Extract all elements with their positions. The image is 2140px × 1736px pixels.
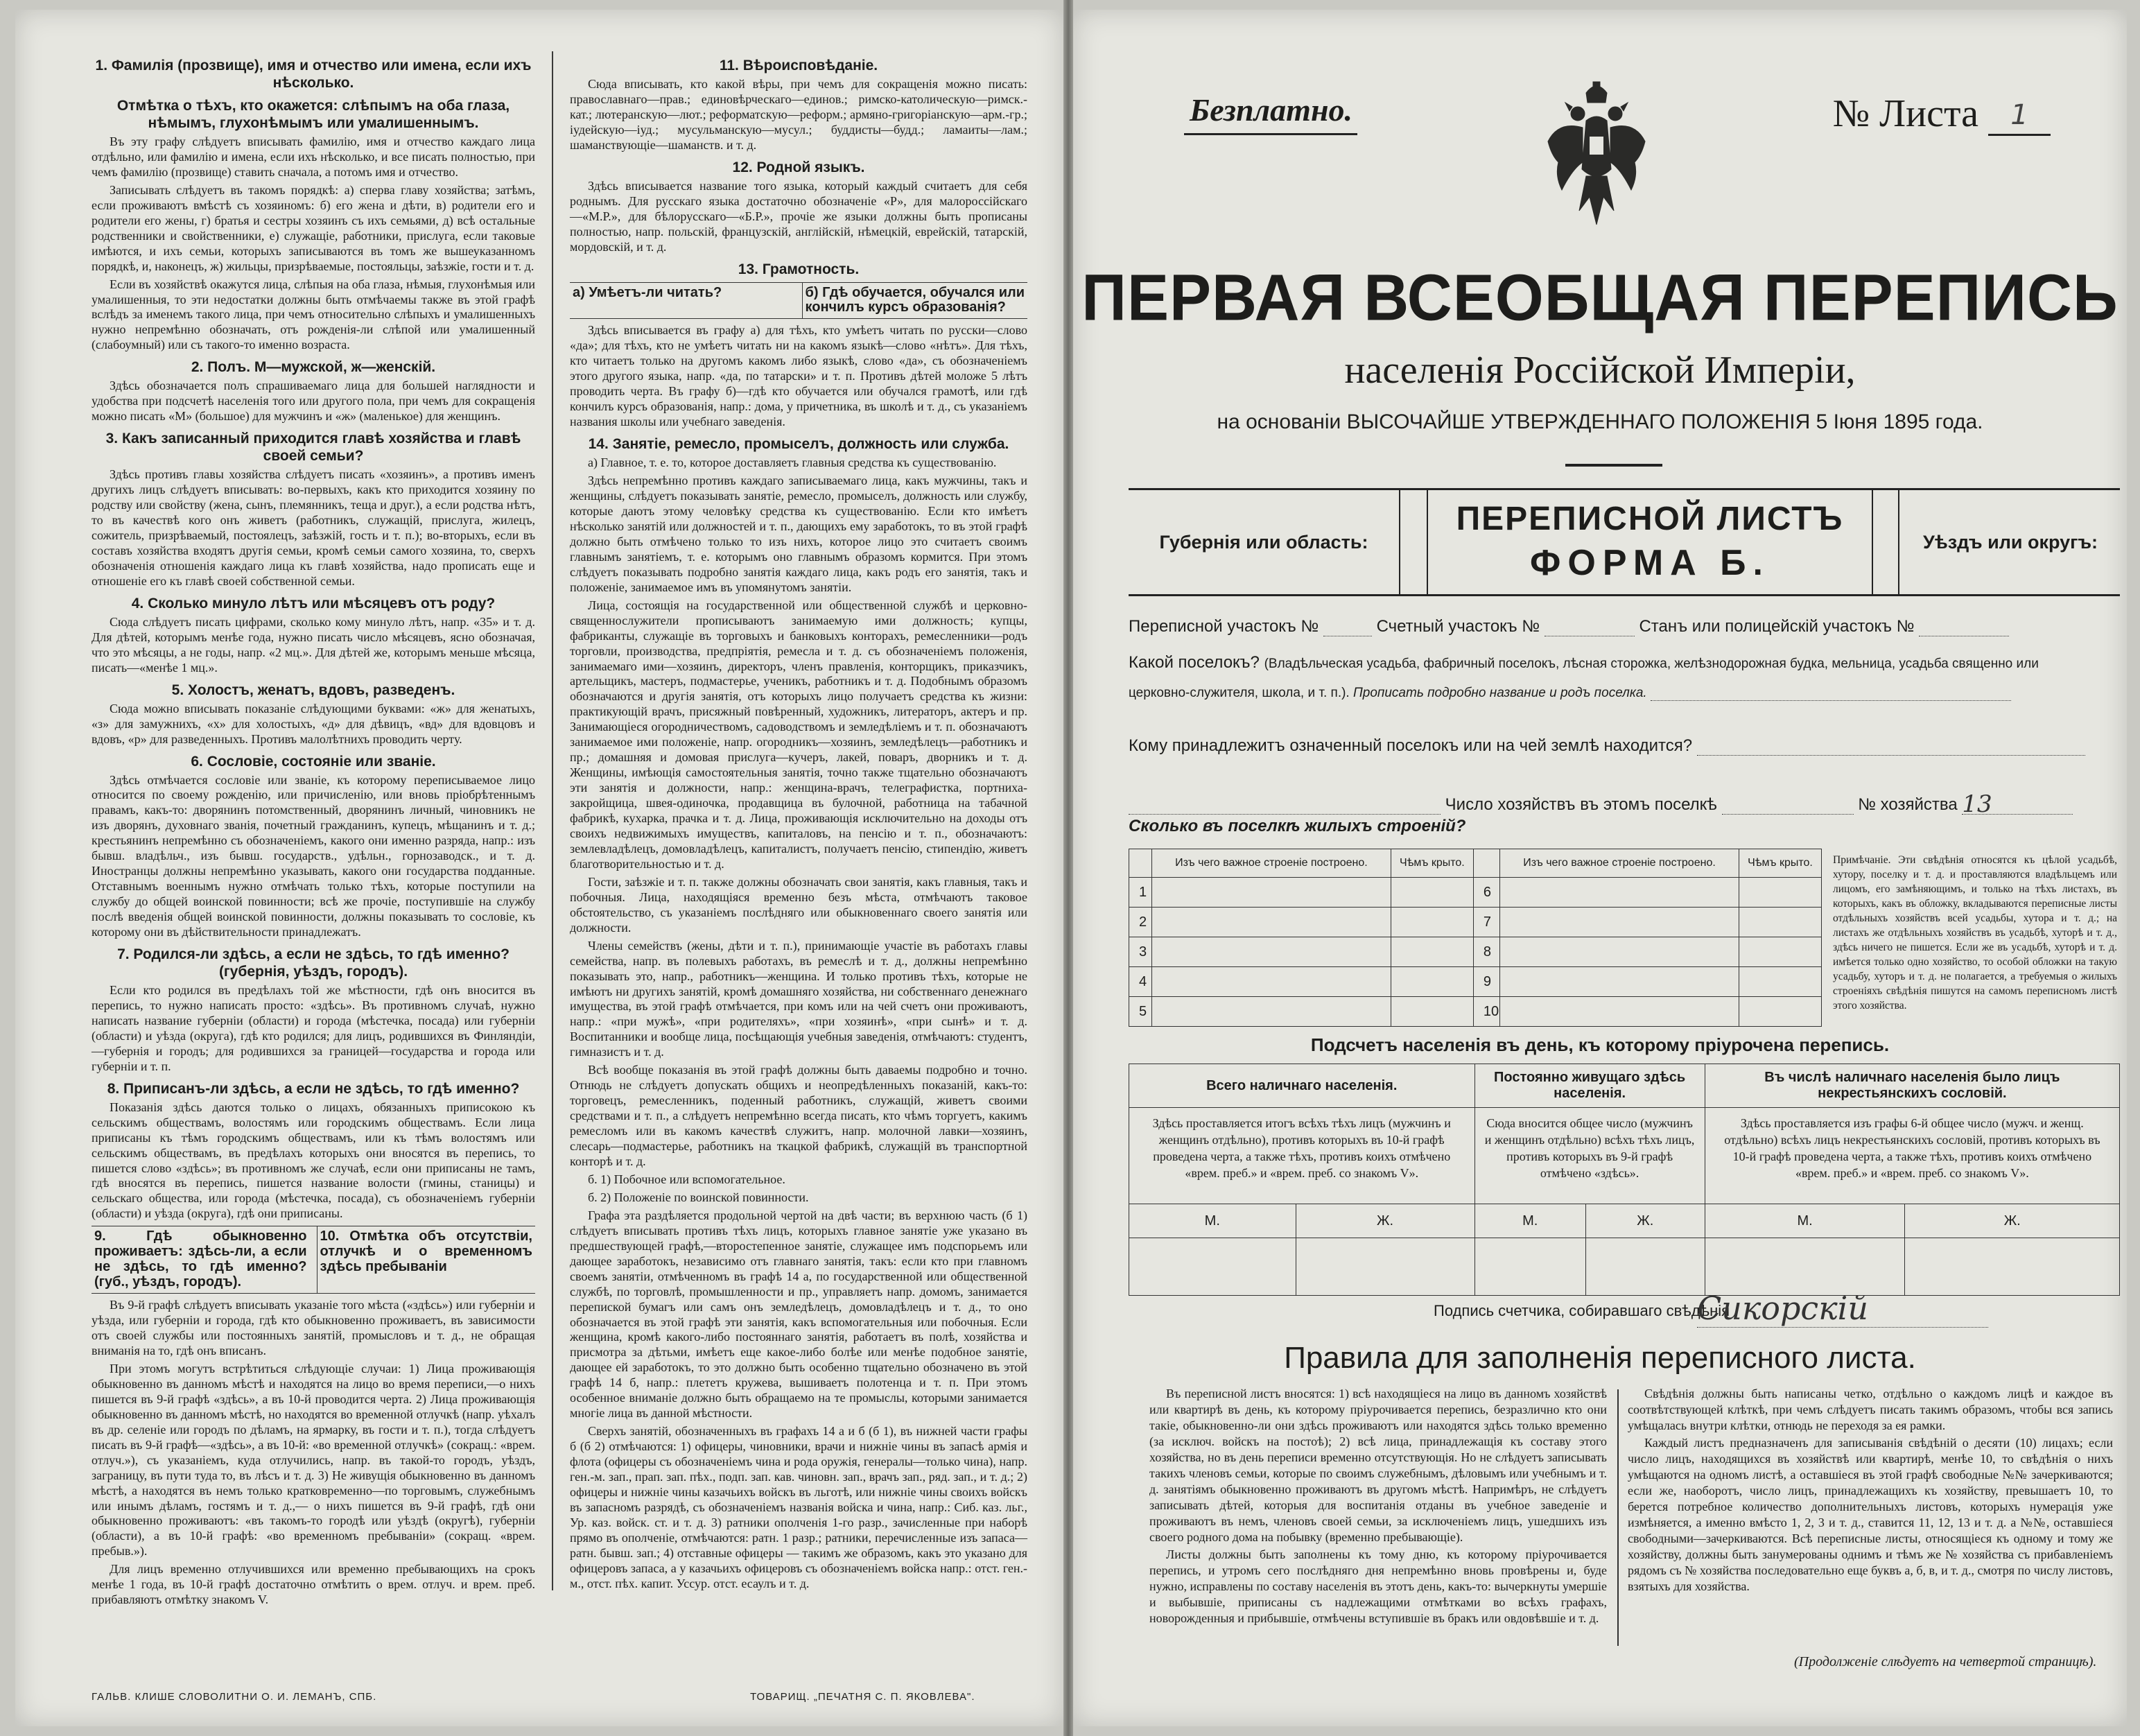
instruction-paragraph: Члены семействъ (жены, дѣти и т. п.), принимающіе участіе въ работахъ главы семейства, напр. въ полевыхъ работахъ, въ ремеслѣ и т. д., должны непремѣнно показывать это, напр., работникъ—женщина. И только противъ тѣхъ, которые не имѣютъ ни другихъ занятій, кромѣ домашняго хозяйства, ни собственнаго денежнаго имущества, въ этой графѣ отмѣчается, при комъ или на чей счетъ они проживаютъ, напр.: «при мужѣ», «при родителяхъ», «при хозяинѣ», «при сынѣ» и т. д. Воспитанники и вообще лица, посѣщающія учебныя заведенія, отмѣчаютъ: студентъ, гимназистъ и т. д. (570, 938, 1027, 1059)
instruction-paragraph: Показанія здѣсь даются только о лицахъ, обязанныхъ приписокою къ сельскимъ обществамъ, волостямъ или городскимъ обществамъ. Если лица приписаны къ тѣмъ городскимъ обществамъ, или къ тѣмъ волостямъ или сельскимъ обществамъ, въ предѣлахъ которыхъ они вносятся въ перепись, то пишется слово «здѣсь»; въ противномъ же случаѣ, если они приписаны не тамъ, гдѣ вносятся въ перепись, пишется название волости (гмины, станицы) и сельскаго общества, или города (мѣстечка, посада), съ обозначеніемъ губерніи (области) и уѣзда (округа), гдѣ они приписаны. (92, 1100, 535, 1221)
instruction-paragraph: Здѣсь непремѣнно противъ каждаго записываемаго лица, какъ мужчины, такъ и женщины, слѣдуетъ показывать занятіе, ремесло, промыселъ, должность или службу, которые даютъ этому человѣку средства къ существованію. Если кто имѣетъ нѣсколько занятій или должностей и т. п., дающихъ ему заработокъ, то въ этой графѣ должно быть отмѣчено только то изъ нихъ, которое лицо это считаетъ своимъ главнымъ занятіемъ, т. е. которымъ оно главнымъ образомъ кормится. При этомъ слѣдуетъ показывать подробно занятія каждаго лица, какъ родъ его занятія, такъ и положеніе, занимаемое имъ въ упомянутомъ занятіи. (570, 474, 1027, 594)
present-population-header: Всего наличнаго населенія. (1129, 1064, 1475, 1108)
section-heading: 8. Приписанъ-ли здѣсь, а если не здѣсь, то гдѣ именно? (107, 1080, 520, 1097)
table-row: 2 7 (1129, 908, 1822, 937)
buildings-label: Сколько въ поселкѣ жилыхъ строеній? (1129, 817, 1466, 835)
section-heading: 13. Грамотность. (738, 261, 860, 277)
sheet-number (1833, 92, 2051, 136)
sheet-number-field[interactable]: 1 (1988, 99, 2051, 136)
section-heading: 2. Полъ. М—мужской, ж—женскій. (191, 359, 436, 376)
police-area-field[interactable] (1919, 619, 2009, 636)
household-no-label: № хозяйства (1858, 795, 1958, 814)
rule-paragraph: Въ переписной листъ вносятся: 1) всѣ находящіеся на лицо въ данномъ хозяйствѣ или квартирѣ въ день, къ которому пріурочивается перепись, безразлично кто они такіе, обыкновенно-ли они здѣсь проживаютъ или находятся здѣсь только временно (за исключ. войскъ на постоѣ); 2) всѣ лица, принадлежащія къ составу этого хозяйства, но въ день переписи временно отсутствующія. Но не слѣдуетъ записывать такихъ членовъ семьи, которые по своимъ служебнымъ, дѣловымъ или учебнымъ и т. д. занятіямъ обыкновенно проживаютъ въ другомъ мѣстѣ. Напримѣръ, не слѣдуетъ записывать дѣтей, которыя для воспитанія отданы въ учебное заведеніе и проживаютъ въ немъ, членовъ своей семьи, за исключеніемъ лицъ, ушедшихъ изъ своего родного дома на побывку (временно пребывающіе). (1149, 1387, 1607, 1544)
instruction-paragraph: Въ эту графу слѣдуетъ вписывать фамилію, имя и отчество каждаго лица отдѣльно, или фамилію и имена, если ихъ нѣсколько, и все писать полностью, при чемъ фамилію (прозвище) ставить сначала, а потомъ имя и отчество. (92, 134, 535, 179)
section-heading: а) Умѣетъ-ли читать? (573, 284, 722, 300)
buildings-row (1129, 817, 1465, 836)
count-area-label: Счетный участокъ № (1376, 617, 1540, 636)
male-label: М. (1129, 1204, 1296, 1238)
table-row: 5 10 (1129, 997, 1822, 1027)
instruction-paragraph: Лица, состоящія на государственной или общественной службѣ и церковно-священнослужители прописываютъ занимаемую ими должность; купцы, фабриканты, служащіе въ торговыхъ и банковыхъ конторахъ, ремесленники—родъ торговли, производства, предпріятія, ремесла и т. д. съ обозначеніемъ положенія, занимаемаго ими—хозяинъ, директоръ, членъ правленія, конторщикъ, приказчикъ, артельщикъ, мастеръ, подмастерье, ученикъ, работникъ и т. д. Подобнымъ образомъ обозначаются и другія занятія, отъ которыхъ лицо получаетъ средства къ жизни: практикующій врачъ, присяжный повѣренный, художникъ, литераторъ, актеръ и пр. Занимающіеся огородничествомъ, садоводствомъ и земледѣліемъ и т. п. обозначаютъ занимаемое ими положеніе, напр. огородникъ—хозяинъ, земледѣлецъ—работникъ и пр.; домашняя и домовая прислуга—кучеръ, лакей, поваръ, дворникъ и т. д. Женщины, имѣющія самостоятельныя занятія, точно также тщательно обозначаютъ эти занятія и должности, напр.: женщина-врачъ, телеграфистка, портниха-закройщица, швея-одиночка, продавщица въ булочной, работница на табачной фабрикѣ, кухарка, прачка и т. д. Лица, проживающія исключительно на доходы отъ своихъ недвижимыхъ имуществъ, капиталовъ, на пенсію и т. п., обозначаютъ: землевладѣлецъ, домовладѣлецъ, капиталистъ, получаетъ пенсію, стипендію, живетъ благотворительностью и т. д. (570, 598, 1027, 871)
rules-column-2 (1628, 1386, 2113, 1596)
count-cell[interactable] (1585, 1238, 1705, 1296)
form-header (1129, 488, 2120, 596)
instruction-paragraph: Въ 9-й графѣ слѣдуетъ вписывать указаніе того мѣста («здѣсь») или губерніи и уѣзда, или губерніи и города, гдѣ кто обыкновенно проживаетъ, въ зависимости отъ своей службы или постоянныхъ занятій, промысловъ и т. д., не обращая вниманія на то, гдѣ онъ вписанъ. (92, 1298, 535, 1357)
split-heading (570, 282, 1027, 320)
census-basis: на основаніи ВЫСОЧАЙШЕ УТВЕРЖДЕННАГО ПОЛОЖЕНІЯ 5 Іюня 1895 года. (1217, 410, 1983, 433)
section-heading: 12. Родной языкъ. (732, 159, 865, 175)
settlement-row (1129, 653, 2039, 672)
instruction-paragraph: а) Главное, т. е. то, которое доставляетъ главныя средства къ существованію. (588, 455, 997, 470)
rule-paragraph: Листы должны быть заполнены къ тому дню, къ которому пріурочивается перепись, и утромъ сего послѣдняго дня непремѣнно вновь провѣрены и, буде нужно, исправлены по составу населенія въ этотъ день, какъ-то: вычеркнуты умершіе и выбывшіе, приписаны съ надлежащими отмѣтками во всѣхъ графахъ, новорожденныя и прибывшіе, отмѣчены вступившіе въ бракъ или овдовѣвшіе и т. д. (1149, 1547, 1607, 1625)
table-row: 3 8 (1129, 937, 1822, 967)
instruction-paragraph: Графа эта раздѣляется продольной чертой на двѣ части; въ верхнюю часть (б 1) слѣдуетъ вписывать противъ тѣхъ лицъ, которыхъ главное занятіе уже указано въ предшествующей графѣ,—второстепенное занятіе, служащее имъ подспорьемъ или дающее заработокъ, независимо отъ главнаго занятія, такъ: если кто при главномъ своемъ занятіи, отмѣченномъ въ графѣ 14 а, по государственной или общественной службѣ, по торговлѣ, промышленности и пр., управляетъ напр. домомъ, занимается перепиской бумагъ или самъ онъ земледѣлецъ, домовладѣлецъ и т. д., то оно обозначается въ этой графѣ эти занятія, какъ вспомогательныя или побочныя. Если женщина, кромѣ какого-либо постояннаго занятія, работаетъ въ полѣ, хозяйства и присмотра за дѣтьми, имѣетъ еще какое-либо болѣе или менѣе подобное занятіе, дающее ей заработокъ, то это должно быть особенно тщательно обозначено въ этой графѣ 14 б, напр.: плететъ кружева, вышиваетъ полотенца и т. п. При этомъ особенное вниманіе должно быть обращаемо на те промыслы, которыми занимается многіе лица въ данной мѣстности. (570, 1208, 1027, 1421)
instructions-column-2 (570, 51, 1027, 1595)
male-label: М. (1705, 1204, 1905, 1238)
rules-title: Правила для заполненія переписного листа. (1284, 1341, 1916, 1375)
section-heading: 5. Холостъ, женатъ, вдовъ, разведенъ. (171, 682, 455, 698)
sheet-number-label: № Листа (1832, 92, 1978, 135)
section-heading: 1. Фамилія (прозвище), имя и отчество или имена, если ихъ нѣсколько. (95, 58, 532, 91)
count-cell[interactable] (1474, 1238, 1585, 1296)
count-cell[interactable] (1705, 1238, 1905, 1296)
building-material-header: Изъ чего важное строеніе построено. (1500, 849, 1739, 878)
female-label: Ж. (1585, 1204, 1705, 1238)
continued-note: (Продолженіе слѣдуетъ на четвертой страницѣ). (1794, 1654, 2097, 1669)
section-heading: 3. Какъ записанный приходится главѣ хозяйства и главѣ своей семьи? (105, 431, 521, 465)
police-area-label: Станъ или полицейскій участокъ № (1639, 617, 1915, 636)
printer-credit-left: ГАЛЬВ. КЛИШЕ СЛОВОЛИТНИ О. И. ЛЕМАНЪ, СПБ. (92, 1691, 377, 1703)
printer-credit-right: ТОВАРИЩ. „ПЕЧАТНЯ С. П. ЯКОВЛЕВА". (750, 1691, 975, 1703)
instruction-paragraph: При этомъ могутъ встрѣтиться слѣдующіе случаи: 1) Лица проживающія обыкновенно въ данномъ мѣстѣ и находятся на лицо во время переписи,—о нихъ пишется въ 9-й графѣ «здѣсь», а въ 10-й проводится черта. 2) Лица проживающія обыкновенно въ данномъ мѣстѣ, но находятся во временной отлучкѣ (напр. уѣхалъ въ др. селеніе или городъ по дѣламъ, на ярмарку, въ гости и т. п.), тогда слѣдуетъ писать въ 9-й графѣ—«здѣсь», а въ 10-й: «во временной отлучкѣ» (сокращ.: «врем. отлуч.»), съ указаніемъ, куда отлучились, напр. въ такой-то городъ, уѣздъ, заграницу, въ пути туда то, въ лѣсъ и т. д. 3) Не живущія обыкновенно въ данномъ мѣстѣ, а находятся въ немъ только кратковременно—по торговымъ, служебнымъ или инымъ дѣламъ, гостямъ и т. д.,— о нихъ пишется въ 9-й графѣ, гдѣ они обыкновенно проживаютъ: «въ такомъ-то городѣ или уѣздѣ (округѣ), губерніи (области), а въ 10-й графѣ: «во временномъ пребываніи» (сокращ. «врем. пребыв.»). (92, 1361, 535, 1559)
roof-header: Чѣмъ крыто. (1391, 849, 1473, 878)
form-title-block (1427, 490, 1873, 594)
roof-header: Чѣмъ крыто. (1739, 849, 1821, 878)
resident-population-header: Постоянно живущаго здѣсь населенія. (1474, 1064, 1705, 1108)
signature-field[interactable]: Сикорскій (1697, 1290, 1988, 1328)
resident-population-desc: Сюда вносится общее число (мужчинъ и женщинъ отдѣльно) всѣхъ тѣхъ лицъ, противъ которыхъ въ 9-й графѣ отмѣчено «здѣсь». (1474, 1108, 1705, 1204)
instruction-paragraph: Сюда вписывать, кто какой вѣры, при чемъ для сокращенія можно писать: православнаго—прав.; единовѣрческаго—единов.; римско-католическую—римск.-кат.; лютеранскую—лют.; реформатскую—реформ.; армяно-григоріанскую—арм.-гр.; іудейскую—іуд.; мусульманскую—мусул.; буддисты—будд.; ламаиты—лам.; шаманствующіе—шаманств. и т. д. (570, 77, 1027, 152)
instruction-paragraph: Сюда можно вписывать показаніе слѣдующими буквами: «ж» для женатыхъ, «з» для замужнихъ, «х» для холостыхъ, «д» для дѣвицъ, «вд» для вдовцовъ и вдовъ, «р» для разведенныхъ. Противъ малолѣтнихъ проводить черту. (92, 701, 535, 746)
sheet-title: ПЕРЕПИСНОЙ ЛИСТЪ (1456, 501, 1844, 537)
section-heading: 11. Вѣроисповѣданіе. (719, 58, 878, 73)
count-area-field[interactable] (1545, 619, 1635, 636)
signature-label: Подпись счетчика, собиравшаго свѣдѣнія (1434, 1302, 1730, 1319)
owner-label: Кому принадлежитъ означенный поселокъ или на чей землѣ находится? (1129, 736, 1693, 755)
instruction-paragraph: Здѣсь отмѣчается сословіе или званіе, къ которому переписываемое лицо относится по своему рожденію, или причисленію, или вновь пріобрѣтеннымъ правамъ, какъ-то: дворянинъ потомственный, дворянинъ личный, чиновникъ не изъ дворянъ, духовнаго званія, почетный гражданинъ, купецъ, мѣщанинъ и т. д.; крестьянинъ непремѣнно съ обозначеніемъ, какого они именно разряда, напр.: изъ бывш. владѣльч., изъ бывш. государств., удѣльн., горнозаводск., и т. д. Иностранцы должны непремѣнно указывать, какого они государства подданные. Отставнымъ военнымъ нужно отмѣчать только тѣхъ, которые поступили на службу до общей воинской повинности; всѣ же прочіе, поступившіе на службу послѣ введенія общей воинской повинности, должны показывать то сословіе, къ которому они въ дѣйствительности принадлежатъ. (92, 772, 535, 939)
instruction-paragraph: б. 1) Побочное или вспомогательное. (588, 1172, 785, 1186)
instruction-paragraph: Здѣсь вписывается название того языка, который каждый считаетъ для себя роднымъ. Для русскаго языка достаточно обозначеніе «Р», для малороссійскаго—«М.Р.», для бѣлорусскаго—«Б.Р.», прочіе же языки должны быть прописаны полностью, напр. польскій, французскій, англійскій, нѣмецкій, еврейскій, татарскій, мордовскій, и т. д. (570, 178, 1027, 254)
population-count-title: Подсчетъ населенія въ день, къ которому пріурочена перепись. (1310, 1034, 1890, 1055)
rules-column-1 (1149, 1386, 1607, 1628)
instructions-page (15, 10, 1063, 1726)
instruction-paragraph: Если въ хозяйствѣ окажутся лица, слѣпыя на оба глаза, нѣмыя, глухонѣмыя или умалишенныя, то эти недостатки должны быть отмѣчаемы также въ этой графѣ вслѣдъ за именемъ такого лица, при чемъ относительно слѣпыхъ и умалишенныхъ нужно непремѣнно обозначать, отъ рожденія-ли слѣпой или умалишенный (слабоумный) или съ такого-то именно возраста. (92, 277, 535, 352)
owner-field[interactable] (1697, 738, 2085, 756)
section-heading: 10. Отмѣтка объ отсутствіи, отлучкѣ и о временномъ здѣсь пребываніи (317, 1226, 536, 1293)
imperial-eagle-icon (1545, 79, 1649, 238)
settlement-label: Какой поселокъ? (1129, 653, 1260, 672)
instruction-paragraph: Гости, заѣзжіе и т. п. также должны обозначать свои занятія, какъ главныя, такъ и побочныя. Лица, находящіяся временно безъ мѣста, отмѣчаютъ таковое обстоятельство, съ указаніемъ послѣдняго или обыкновеннаго своего занятія или должности. (570, 874, 1027, 935)
section-heading: 6. Сословіе, состояніе или званіе. (191, 753, 436, 770)
column-divider (552, 51, 553, 1590)
instruction-paragraph: Здѣсь обозначается полъ спрашиваемаго лица для большей наглядности и удобства при подсчетѣ населенія того или другого пола, при чемъ для сокращенія можно писать «М» (большое) для мужчинъ и «ж» (маленькое) для женщинъ. (92, 379, 535, 424)
rules-divider (1617, 1389, 1619, 1646)
section-heading: 14. Занятіе, ремесло, промыселъ, должность или служба. (588, 436, 1009, 453)
form-title: ФОРМА Б. (1530, 543, 1770, 583)
female-label: Ж. (1296, 1204, 1474, 1238)
settlement-hint-3: Прописать подробно название и родъ поселка. (1353, 686, 1647, 700)
count-cell[interactable] (1296, 1238, 1474, 1296)
province-label[interactable]: Губернія или область: (1129, 490, 1400, 594)
households-label: Число хозяйствъ въ этомъ поселкѣ (1445, 795, 1717, 814)
section-heading: 4. Сколько минуло лѣтъ или мѣсяцевъ отъ роду? (131, 595, 496, 611)
present-population-desc: Здѣсь проставляется итогъ всѣхъ тѣхъ лицъ (мужчинъ и женщинъ отдѣльно), противъ которыхъ въ 10-й графѣ проведена черта, а также тѣхъ, противъ коихъ отмѣчено «врем. преб.» и «врем. преб. со знакомъ V». (1129, 1108, 1475, 1204)
section-heading: 9. Гдѣ обыкновенно проживаетъ: здѣсь-ли, а если не здѣсь, то гдѣ именно? (губ., уѣздъ, городъ). (94, 1229, 307, 1290)
households-lead (1129, 797, 1441, 815)
census-title: ПЕРВАЯ ВСЕОБЩАЯ ПЕРЕПИСЬ (1081, 261, 2119, 335)
settlement-field[interactable] (1651, 684, 2011, 701)
instruction-paragraph: Здѣсь противъ главы хозяйства слѣдуетъ писать «хозяинъ», а противъ именъ другихъ лицъ слѣдуетъ вписывать: во-первыхъ, какъ кто приходится хозяину по родству или свойству (жена, сынъ, племянникъ, теща и друг.), а если родства нѣтъ, то въ качествѣ кого онъ живетъ (работникъ, служащій, прислуга, жилецъ, сожитель, призрѣваемый, постоялецъ, заѣзжій, гость и т. п.); во-вторыхъ, если въ составъ хозяйства входятъ другія семьи, кромѣ семьи самого хозяина, то, сверхъ обозначенія отношенія каждаго лица къ главѣ хозяйства, надо прописать еще и отношеніе его къ главѣ своей собственной семьи. (92, 467, 535, 588)
male-label: М. (1474, 1204, 1585, 1238)
instruction-paragraph: б. 2) Положеніе по воинской повинности. (588, 1190, 809, 1204)
instruction-paragraph: Сюда слѣдуетъ писать цифрами, сколько кому минуло лѣтъ, напр. «35» и т. д. Для дѣтей, которымъ менѣе года, нужно писать число мѣсяцевъ, ясно обозначая, что это мѣсяцы, а не годы, напр. «2 мц.». Для дѣтей же, которымъ меньше мѣсяца, писать—«менѣе 1 мц.». (92, 614, 535, 675)
area-fields-row (1129, 617, 2009, 636)
split-heading (92, 1226, 535, 1294)
instruction-paragraph: Сверхъ занятій, обозначенныхъ въ графахъ 14 а и б (б 1), въ нижней части графы б (б 2) отмѣчаются: 1) офицеры, чиновники, врачи и нижніе чины въ запасѣ армія и флота (офицеры съ обозначеніемъ чина и рода оружія, генералы—только чина), напр. ген.-м. зап., прап. зап. пѣх., подп. зап. кав. чиновн. зап., врачъ зап., ряд. зап., и т. д.; 2) офицеры и нижніе чины казачьихъ войскъ въ льготѣ, или нижніе чины своихъ войскъ въ запасномъ разрядѣ, съ обозначеніемъ названія войска и чина, напр.: Сиб. каз. льг., Ур. каз. войск. ст. и т. д. 3) ратники ополченія 1-го разр., зачисленные при наборѣ прямо въ ополченіе, отмѣчаются: ратн. 1 разр.; ратники, перечисленные изъ запаса—ратн. бывш. зап.; 4) отставные офицеры — такимъ же образомъ, какъ это указано для офицеровъ запаса, а у казачьихъ офицеровъ съ обозначеніемъ войска напр.: отст. ген.-м., отст. пѣх. капит. Уссур. отст. есаулъ и т. д. (570, 1424, 1027, 1590)
census-area-label: Переписной участокъ № (1129, 617, 1319, 636)
owner-row (1129, 736, 2085, 756)
census-sheet-page (1073, 10, 2127, 1726)
instructions-column-1 (92, 51, 535, 1611)
households-field[interactable] (1722, 797, 1854, 815)
section-heading: Отмѣтка о тѣхъ, кто окажется: слѣпымъ на оба глаза, нѣмымъ, глухонѣмымъ или умалишеннымъ. (116, 98, 510, 131)
households-row (1129, 790, 2073, 818)
table-row: 4 9 (1129, 967, 1822, 997)
census-subtitle: населенія Россійской Имперіи, (1344, 349, 1856, 392)
district-label[interactable]: Уѣздъ или округъ: (1898, 490, 2121, 594)
table-row: 1 6 (1129, 878, 1822, 908)
settlement-row-2 (1129, 684, 2011, 701)
instruction-paragraph: Если кто родился въ предѣлахъ той же мѣстности, гдѣ онъ вносится въ перепись, то нужно написать просто: «здѣсь». Въ противномъ случаѣ, нужно написать название губерніи (области) и города (мѣстечка, посада) или губерніи (области) и уѣзда (округа), гдѣ кто родился; для лицъ, родившихся въ Финляндіи,—губернія и городъ; для родившихся за границей—государства и города или губерніи и т. п. (92, 982, 535, 1073)
rule-paragraph: Свѣдѣнія должны быть написаны четко, отдѣльно о каждомъ лицѣ и каждое въ соотвѣтствующей клѣткѣ, при чемъ слѣдуетъ писать такимъ образомъ, чтобы вся запись умѣщалась внутри клѣтки, отнюдь не переходя за ея рамки. (1628, 1387, 2113, 1432)
settlement-hint: (Владѣльческая усадьба, фабричный поселокъ, лѣсная сторожка, желѣзнодорожная будка, мельница, усадьба священно или (1264, 657, 2039, 671)
count-cell[interactable] (1129, 1238, 1296, 1296)
household-no-field[interactable]: 13 (1962, 790, 2073, 815)
non-peasant-desc: Здѣсь проставляется изъ графы 6-й общее число (мужч. и женщ. отдѣльно) всѣхъ лицъ некрестьянскихъ сословій, противъ которыхъ въ 10-й графѣ проведена черта, а также тѣхъ, противъ коихъ отмѣчено «врем. преб.» и «врем. преб. со знакомъ V». (1705, 1108, 2119, 1204)
count-cell[interactable] (1905, 1238, 2120, 1296)
building-material-header: Изъ чего важное строеніе построено. (1152, 849, 1391, 878)
buildings-note: Примѣчаніе. Эти свѣдѣнія относятся къ цѣлой усадьбѣ, хутору, поселку и т. д. и проставляются владѣльцемъ или лицомъ, его замѣняющимъ, и только на тѣхъ листахъ, въ которыхъ, какъ въ обложку, вкладываются переписные листы отдѣльныхъ хозяйствъ всей усадьбы, хутора и т. д.; на листахъ же отдѣльныхъ хозяйствъ въ усадьбѣ, хуторѣ и т. д., здѣсь ничего не пишется. Если же въ усадьбѣ, хуторѣ и т. д. имѣется только одно хозяйство, то особой обложки на такую усадьбу, хуторъ и т. д. не полагается, а требуемыя о жилыхъ строеніяхъ свѣдѣнія пишутся на самомъ переписномъ листѣ этого хозяйства. (1833, 854, 2117, 1012)
settlement-hint-2: церковно-служителя, школа, и т. п.). (1129, 686, 1350, 700)
title-rule (1565, 464, 1662, 467)
instruction-paragraph: Всѣ вообще показанія въ этой графѣ должны быть даваемы подробно и точно. Отнюдь не слѣдуетъ допускать общихъ и неопредѣленныхъ показаній, какъ-то: торговецъ, ремесленникъ, поденный работникъ, служащій, живетъ своими средствами и т. п., а слѣдуетъ непремѣнно всегда писать, кто чѣмъ торгуетъ, какимъ ремесломъ или въ какомъ качествѣ служитъ, напр. молочной лавки—хозяинъ, слесарь—подмастерье, работникъ на ткацкой фабрикѣ, служащій въ транспортной конторѣ и т. д. (570, 1063, 1027, 1168)
free-underline (1184, 133, 1357, 135)
census-area-field[interactable] (1323, 619, 1372, 636)
instruction-paragraph: Записывать слѣдуетъ въ такомъ порядкѣ: а) сперва главу хозяйства; затѣмъ, если проживаютъ вмѣстѣ съ хозяиномъ: б) его жена и дѣти, в) родители его и родители его жены, г) братья и сестры хозяинъ съ ихъ семьями, д) всѣ остальные родственники и свойственники, е) служащіе, работники, прислуга, если таковые имѣются, и ихъ семьи, которыхъ записываются въ томъ же вышеуказанномъ порядкѣ, и, наконецъ, ж) жильцы, призрѣваемые, постояльцы, заѣзжіе, гости и т. д. (92, 182, 535, 273)
book-gutter (1063, 0, 1073, 1736)
section-heading: б) Гдѣ обучается, обучался или кончилъ курсъ образованія? (802, 283, 1028, 319)
section-heading: 7. Родился-ли здѣсь, а если не здѣсь, то гдѣ именно? (губернія, уѣздъ, городъ). (117, 946, 510, 980)
free-label: Безплатно. (1190, 92, 1352, 128)
population-table (1129, 1064, 2120, 1296)
female-label: Ж. (1905, 1204, 2120, 1238)
buildings-table (1129, 849, 1822, 1027)
instruction-paragraph: Для лицъ временно отлучившихся или временно пребывающихъ на срокъ менѣе 1 года, въ 10-й графѣ достаточно отмѣтить о врем. отлуч. и врем. преб. прибавляютъ отмѣтку знакомъ V. (92, 1562, 535, 1607)
non-peasant-header: Въ числѣ наличнаго населенія было лицъ некрестьянскихъ сословій. (1705, 1064, 2119, 1108)
instruction-paragraph: Здѣсь вписывается въ графу а) для тѣхъ, кто умѣетъ читать по русски—слово «да»; для тѣхъ, кто не умѣетъ читать ни на какомъ языкѣ—слово «нѣтъ». Для тѣхъ, кто читаетъ только на другомъ какомъ либо языкѣ, слово «да», съ обозначеніемъ этого другого языка, напр. «да, по татарски» и т. п. Противъ дѣтей моложе 5 лѣтъ проводить черта. Въ графу б)—гдѣ кто обучается или обучался грамотѣ, или гдѣ кончилъ курсъ образованія, напр.: дома, у причетника, въ школѣ и т. д., съ указаніемъ названия школы или учебнаго заведенія. (570, 323, 1027, 429)
rule-paragraph: Каждый листъ предназначенъ для записыванія свѣдѣній о десяти (10) лицахъ; если число лицъ, находящихся въ хозяйствѣ или квартирѣ, менѣе 10, то свѣдѣнія о нихъ умѣщаются на одномъ листѣ, а оставшіеся въ этой графѣ свободные №№ зачеркиваются; если же, наоборотъ, число лицъ, принадлежащихъ къ хозяйству, превышаетъ 10, то берется потребное количество дополнительныхъ листовъ, которыхъ нумерація уже измѣняется, а именно вмѣсто 1, 2, 3 и т. д., ставится 11, 12, 13 и т. д. а №№, оставшіеся свободными—зачеркиваются. Всѣ переписные листы, относящіеся къ одному и тому же хозяйству, должны быть занумерованы однимъ и тѣмъ же № хозяйства съ прибавленіемъ рядомъ съ № хозяйства последовательно еще буквъ а, б, в, и т. д., смотря по числу листовъ, взятыхъ для хозяйства. (1628, 1436, 2113, 1593)
